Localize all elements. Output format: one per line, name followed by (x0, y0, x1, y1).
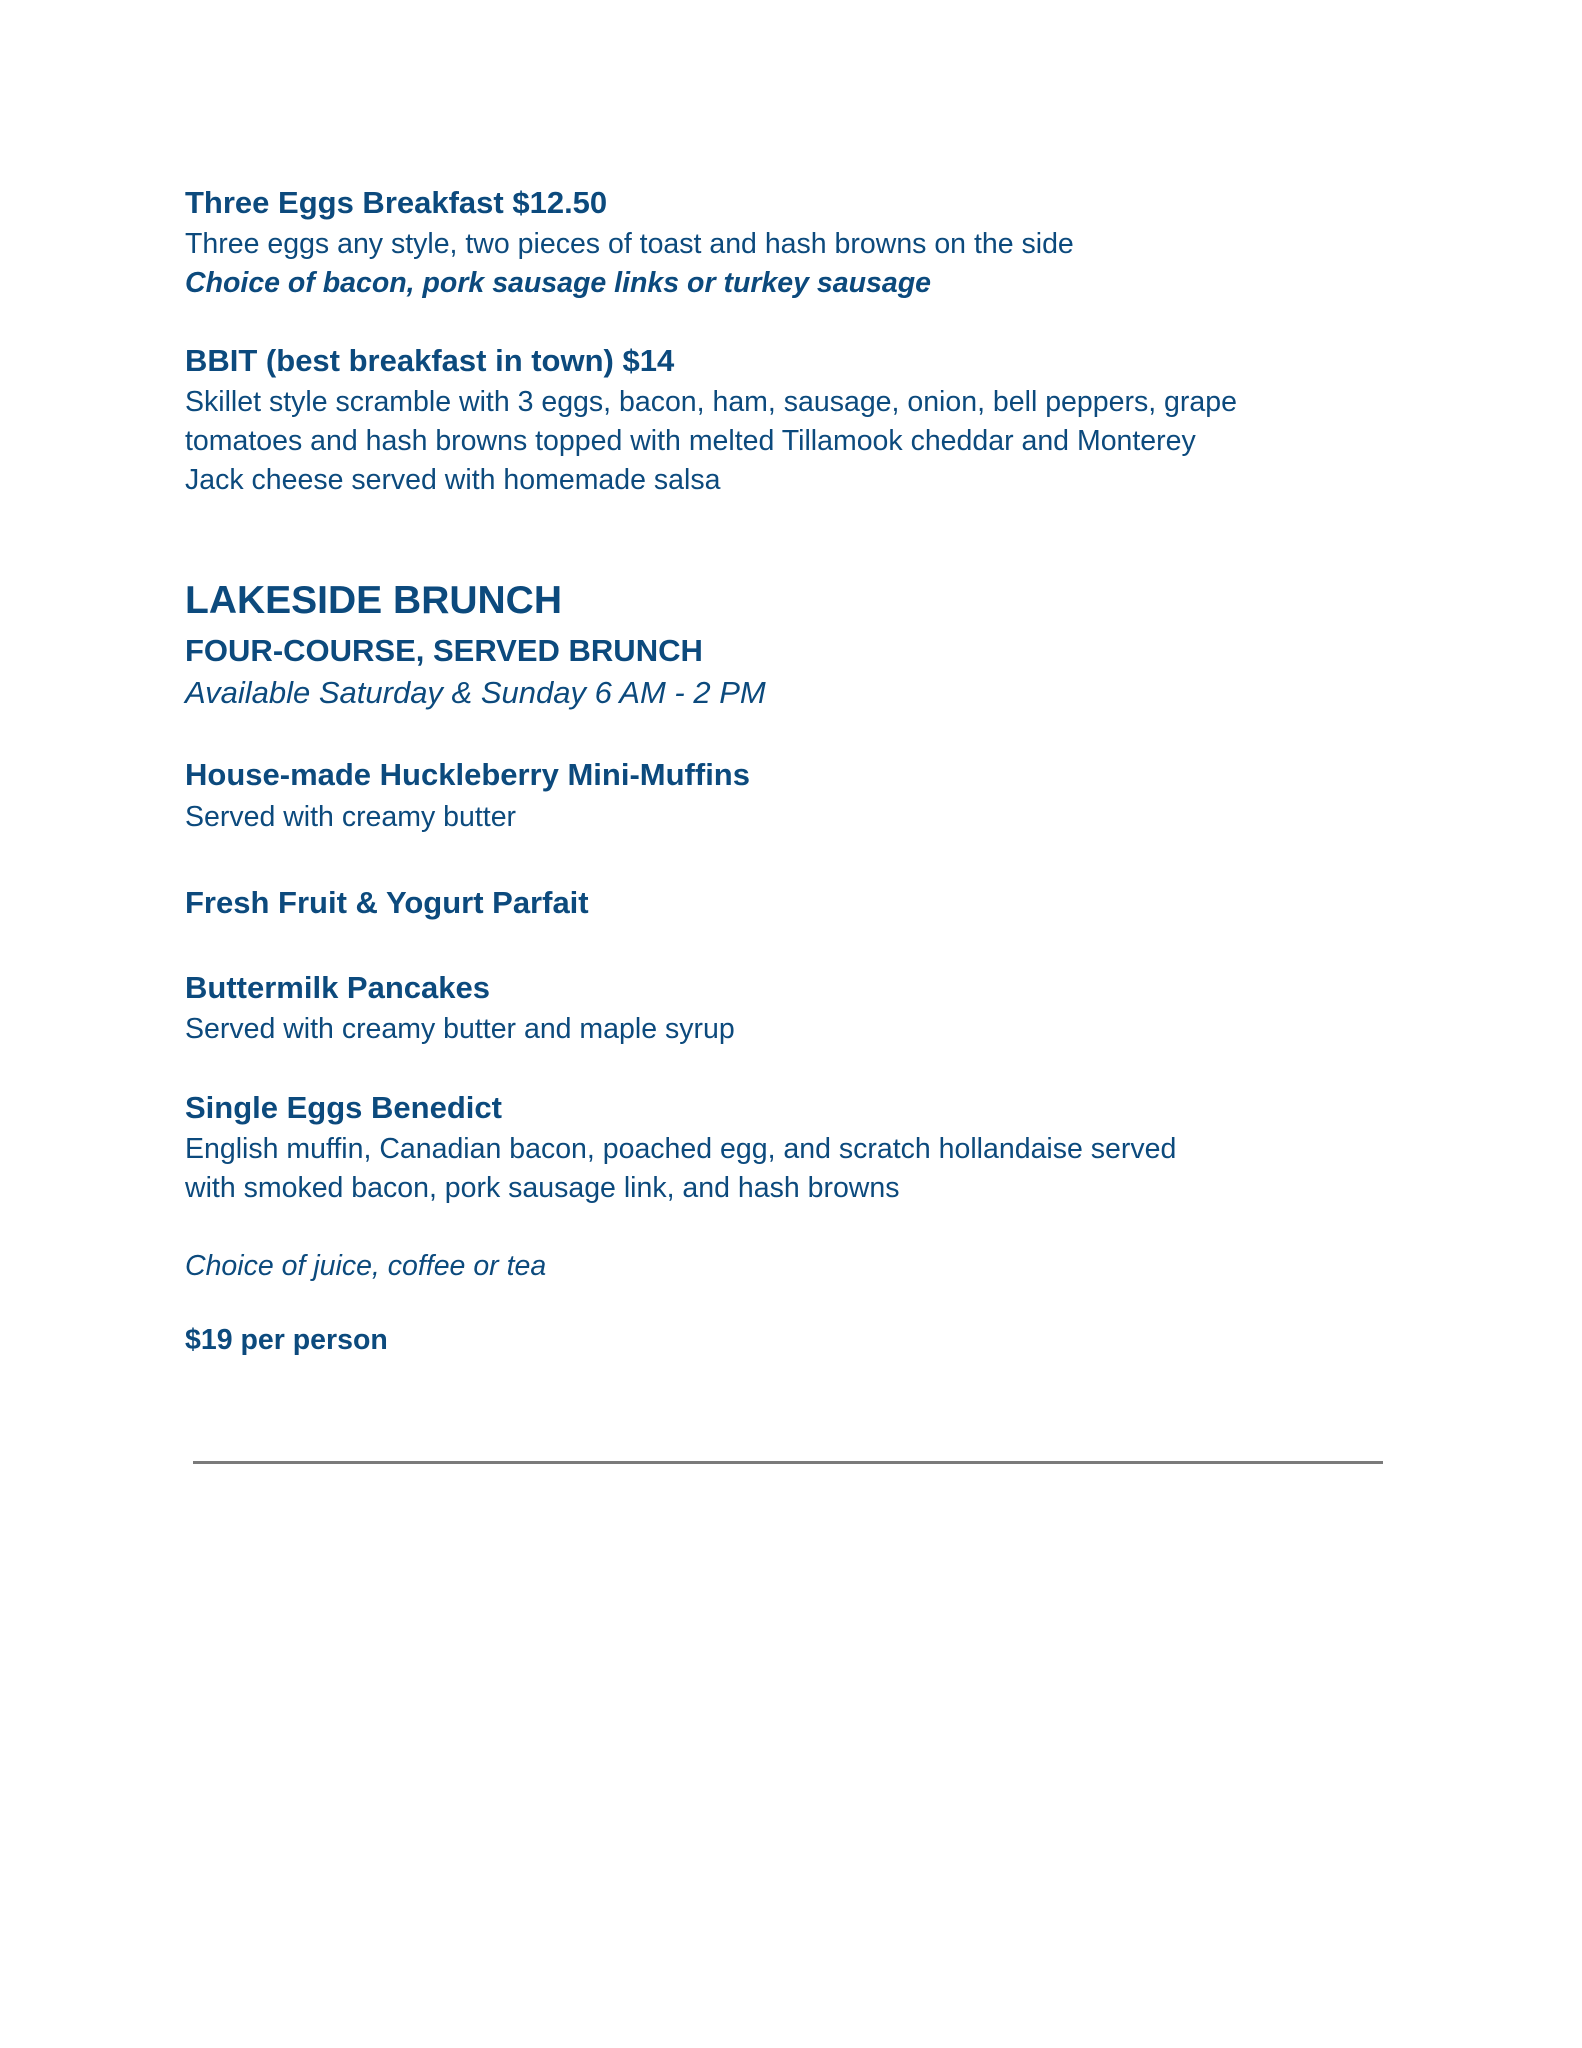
item-desc-bbit-line-2: tomatoes and hash browns topped with melted Tillamook cheddar and Monterey (185, 425, 1196, 457)
beverage-note: Choice of juice, coffee or tea (185, 1250, 547, 1282)
course-title-benedict: Single Eggs Benedict (185, 1090, 502, 1125)
course-title-pancakes: Buttermilk Pancakes (185, 970, 490, 1005)
course-desc-pancakes: Served with creamy butter and maple syrup (185, 1013, 735, 1045)
item-desc-bbit-line-1: Skillet style scramble with 3 eggs, bacon, ham, sausage, onion, bell peppers, grape (185, 386, 1237, 418)
brunch-availability: Available Saturday & Sunday 6 AM - 2 PM (185, 675, 766, 710)
course-desc-benedict-line-2: with smoked bacon, pork sausage link, and hash browns (185, 1172, 900, 1204)
brunch-price: $19 per person (185, 1324, 388, 1356)
section-heading-brunch: LAKESIDE BRUNCH (185, 579, 563, 622)
item-note-three-eggs: Choice of bacon, pork sausage links or turkey sausage (185, 267, 931, 299)
section-divider (193, 1461, 1383, 1464)
item-desc-bbit-line-3: Jack cheese served with homemade salsa (185, 464, 721, 496)
course-desc-muffins: Served with creamy butter (185, 801, 517, 833)
section-subheading-brunch: FOUR-COURSE, SERVED BRUNCH (185, 633, 703, 668)
course-title-parfait: Fresh Fruit & Yogurt Parfait (185, 885, 589, 920)
item-title-bbit: BBIT (best breakfast in town) $14 (185, 343, 675, 378)
item-title-three-eggs: Three Eggs Breakfast $12.50 (185, 185, 608, 220)
item-desc-three-eggs: Three eggs any style, two pieces of toast and hash browns on the side (185, 228, 1074, 260)
course-title-muffins: House-made Huckleberry Mini-Muffins (185, 757, 750, 792)
course-desc-benedict-line-1: English muffin, Canadian bacon, poached egg, and scratch hollandaise served (185, 1133, 1177, 1165)
